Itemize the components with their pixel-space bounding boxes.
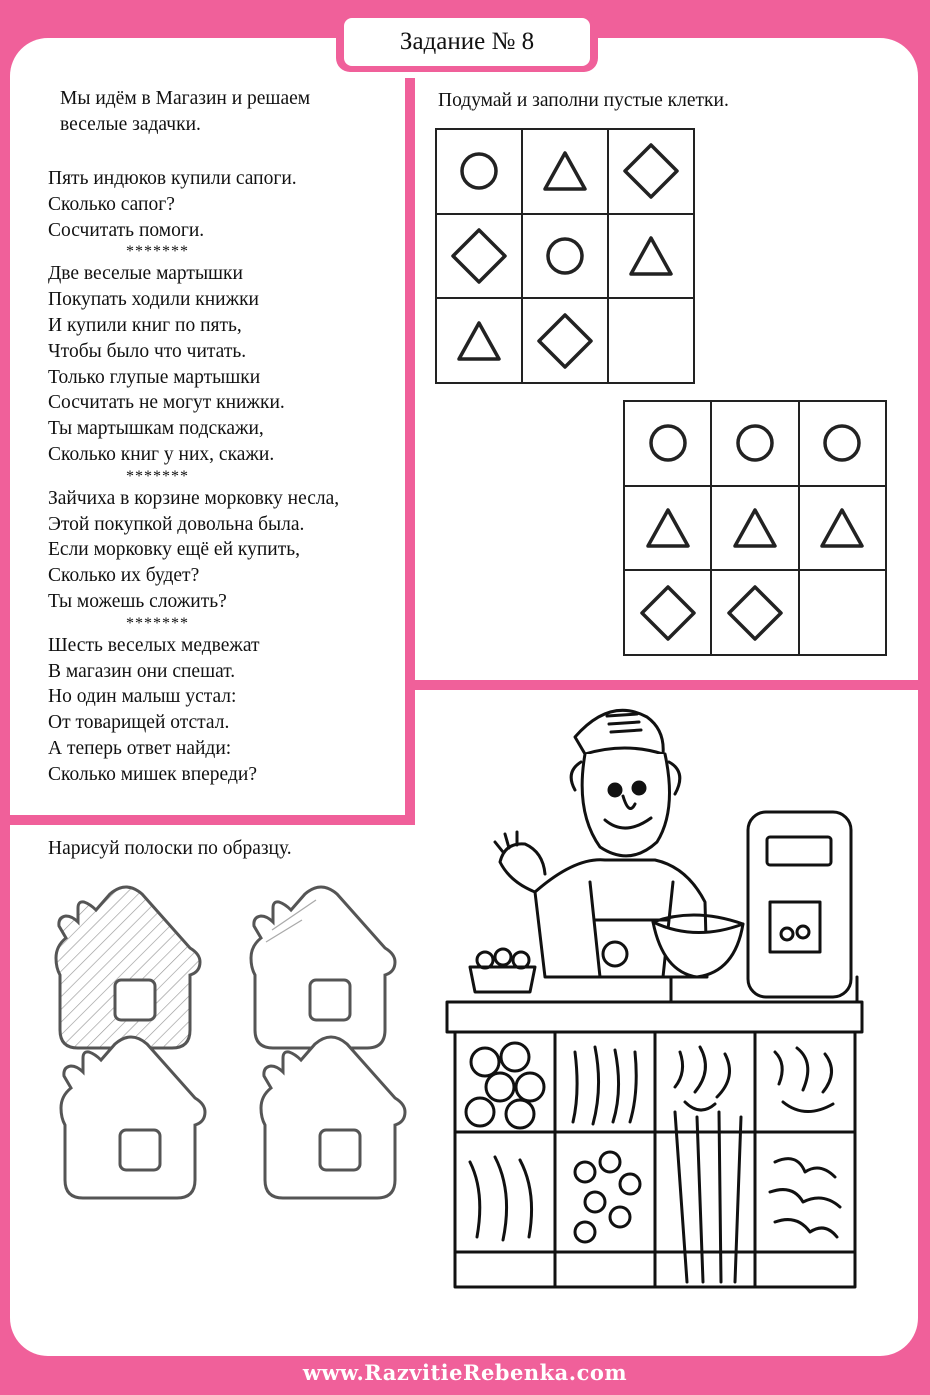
poem-line: Сосчитать не могут книжки.: [48, 392, 285, 414]
diamond-icon: [723, 581, 787, 645]
poem-line: А теперь ответ найди:: [48, 737, 232, 759]
intro-line: веселые задачки.: [60, 114, 201, 135]
poem-line: Ты можешь сложить?: [48, 590, 227, 612]
page-title: Задание № 8: [344, 18, 590, 66]
poem-separator: *******: [126, 614, 189, 632]
poem-line: Если морковку ещё ей купить,: [48, 539, 300, 561]
triangle-icon: [625, 232, 677, 280]
poem-line: Покупать ходили книжки: [48, 289, 259, 311]
diamond-cell: [711, 570, 798, 655]
poem-line: Сколько их будет?: [48, 565, 200, 587]
triangle-cell: [624, 486, 711, 571]
poem-line: Только глупые мартышки: [48, 366, 261, 388]
houses-drawing: [40, 880, 420, 1210]
empty-cell[interactable]: [608, 298, 694, 383]
divider-horizontal-right: [405, 680, 920, 690]
house-empty-2: [261, 1037, 405, 1198]
poem-line: Зайчиха в корзине морковку несла,: [48, 487, 340, 509]
diamond-cell: [624, 570, 711, 655]
shape-grid-1: [435, 128, 695, 384]
grid-task-text: Подумай и заполни пустые клетки.: [438, 90, 729, 111]
triangle-cell: [799, 486, 886, 571]
poem-line: Сколько мишек впереди?: [48, 763, 257, 785]
circle-cell: [624, 401, 711, 486]
poem-line: Две веселые мартышки: [48, 263, 243, 285]
poem-line: От товарищей отстал.: [48, 712, 230, 734]
shopkeeper-illustration: [425, 692, 895, 1322]
triangle-icon: [729, 504, 781, 552]
triangle-icon: [453, 317, 505, 365]
circle-icon: [644, 419, 692, 467]
poem-line: Ты мартышкам подскажи,: [48, 418, 264, 440]
diamond-icon: [533, 309, 597, 373]
house-partial: [251, 887, 395, 1048]
diamond-icon: [447, 224, 511, 288]
circle-cell: [522, 214, 608, 299]
triangle-cell: [608, 214, 694, 299]
poem-line: Чтобы было что читать.: [48, 340, 247, 362]
poem-separator: *******: [126, 243, 189, 261]
title-badge: [336, 12, 598, 72]
circle-cell: [799, 401, 886, 486]
poems-block: [48, 166, 410, 788]
circle-cell: [711, 401, 798, 486]
footer-website: www.RazvitieRebenka.com: [302, 1360, 628, 1385]
diamond-icon: [619, 139, 683, 203]
poem-line: Пять индюков купили сапоги.: [48, 168, 297, 189]
circle-icon: [455, 147, 503, 195]
triangle-cell: [436, 298, 522, 383]
house-empty-1: [61, 1037, 205, 1198]
triangle-icon: [642, 504, 694, 552]
circle-icon: [731, 419, 779, 467]
poem-separator: *******: [126, 467, 189, 485]
stripes-task-text: Нарисуй полоски по образцу.: [48, 838, 292, 859]
empty-cell[interactable]: [799, 570, 886, 655]
intro-line: Мы идём в Магазин и решаем: [60, 88, 311, 109]
divider-horizontal-left: [10, 815, 415, 825]
circle-icon: [541, 232, 589, 280]
house-sample-hatched: [56, 887, 200, 1048]
diamond-cell: [522, 298, 608, 383]
poem-line: Сосчитать помоги.: [48, 219, 205, 241]
poem-line: Сколько сапог?: [48, 193, 175, 215]
poem-line: Но один малыш устал:: [48, 686, 237, 708]
diamond-icon: [636, 581, 700, 645]
shape-grid-2: [623, 400, 887, 656]
triangle-cell: [522, 129, 608, 214]
poem-line: И купили книг по пять,: [48, 314, 242, 336]
diamond-cell: [436, 214, 522, 299]
circle-cell: [436, 129, 522, 214]
circle-icon: [818, 419, 866, 467]
intro-text: [60, 86, 390, 138]
poem-line: Сколько книг у них, скажи.: [48, 443, 275, 465]
triangle-icon: [539, 147, 591, 195]
diamond-cell: [608, 129, 694, 214]
triangle-icon: [816, 504, 868, 552]
poem-line: Этой покупкой довольна была.: [48, 513, 305, 535]
poem-line: Шесть веселых медвежат: [48, 634, 260, 656]
poem-line: В магазин они спешат.: [48, 660, 236, 682]
triangle-cell: [711, 486, 798, 571]
